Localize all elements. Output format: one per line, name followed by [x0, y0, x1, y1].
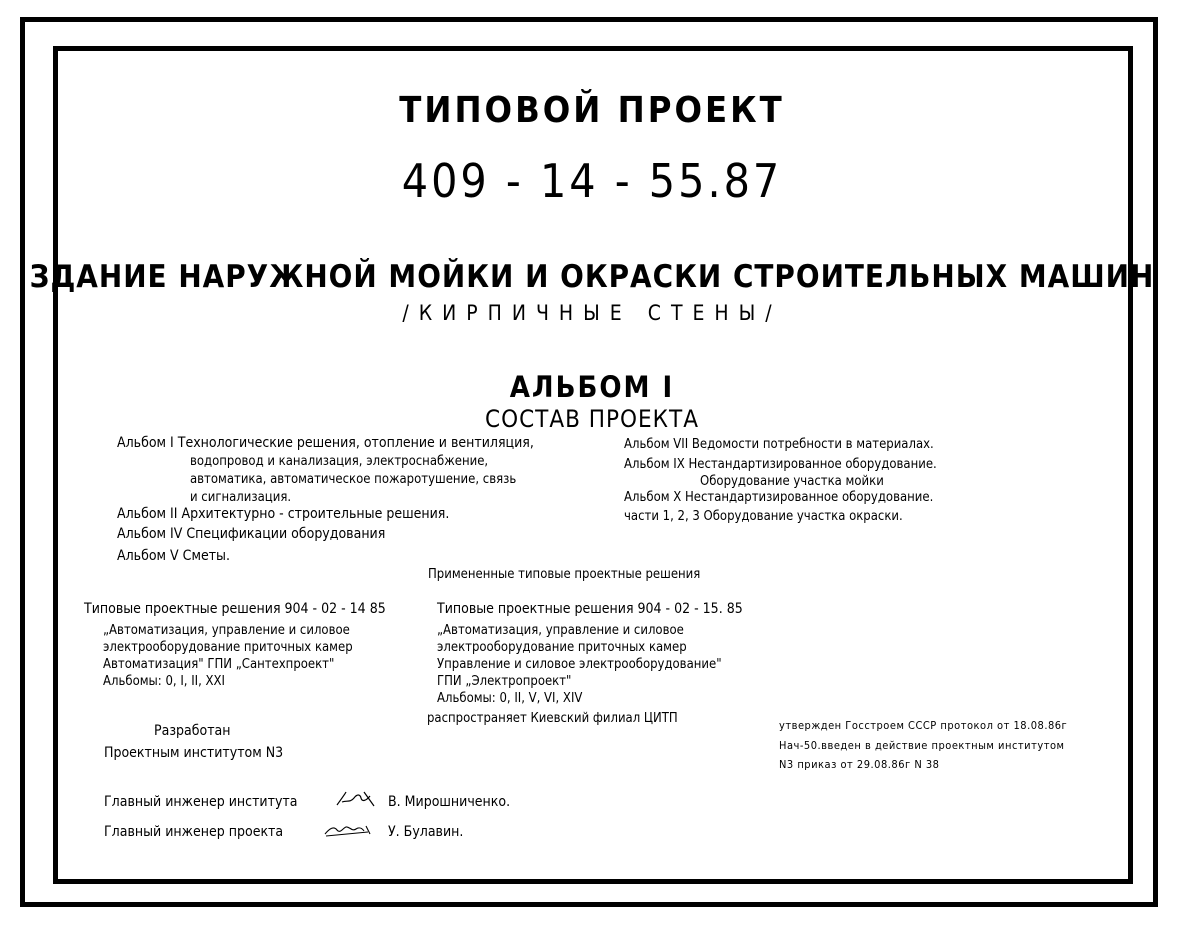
- album-list-line: части 1, 2, 3 Оборудование участка окраски.: [624, 509, 903, 524]
- applied-right-line: Управление и силовое электрооборудование": [437, 657, 722, 672]
- signature-icon: [334, 786, 378, 812]
- applied-left-line: „Автоматизация, управление и силовое: [103, 623, 350, 638]
- applied-left-line: электрооборудование приточных камер: [103, 640, 353, 655]
- album-list-line: автоматика, автоматическое пожаротушение, связь: [190, 472, 517, 487]
- album-list-line: и сигнализация.: [190, 490, 292, 505]
- applied-left-line: Типовые проектные решения 904 - 02 - 14 85: [84, 601, 386, 617]
- walls-subtitle: /КИРПИЧНЫЕ СТЕНЫ/: [402, 301, 782, 325]
- applied-left-line: Автоматизация" ГПИ „Сантехпроект": [103, 657, 335, 672]
- developed-by: Проектным институтом N3: [104, 745, 284, 761]
- album-list-line: Альбом II Архитектурно - строительные решения.: [117, 506, 450, 522]
- document-title: ТИПОВОЙ ПРОЕКТ: [399, 90, 785, 131]
- distributor-note: распространяет Киевский филиал ЦИТП: [427, 711, 678, 726]
- album-list-line: Альбом VII Ведомости потребности в материалах.: [624, 437, 934, 452]
- applied-heading: Примененные типовые проектные решения: [428, 567, 701, 582]
- applied-left-line: Альбомы: 0, I, II, XXI: [103, 674, 225, 689]
- album-list-line: Альбом V Сметы.: [117, 548, 231, 564]
- developed-label: Разработан: [154, 723, 231, 739]
- signature-icon: [322, 818, 374, 840]
- applied-right-line: ГПИ „Электропроект": [437, 674, 572, 689]
- signatory-name: У. Булавин.: [388, 824, 464, 840]
- signatory-role: Главный инженер института: [104, 794, 298, 810]
- album-list-line: Альбом IX Нестандартизированное оборудование.: [624, 457, 937, 472]
- album-list-line: Альбом X Нестандартизированное оборудование.: [624, 490, 934, 505]
- project-number: 409 - 14 - 55.87: [401, 154, 783, 208]
- approval-line: N3 приказ от 29.08.86г N 38: [779, 758, 940, 771]
- album-list-line: водопровод и канализация, электроснабжение,: [190, 454, 489, 469]
- album-heading: АЛЬБОМ I: [509, 370, 675, 404]
- album-list-line: Оборудование участка мойки: [700, 474, 884, 489]
- signatory-name: В. Мирошниченко.: [388, 794, 511, 810]
- approval-line: Нач-50.введен в действие проектным институтом: [779, 739, 1065, 752]
- approval-line: утвержден Госстроем СССР протокол от 18.08.86г: [779, 719, 1068, 732]
- album-list-line: Альбом IV Спецификации оборудования: [117, 526, 386, 542]
- applied-right-line: Типовые проектные решения 904 - 02 - 15. 85: [437, 601, 743, 617]
- composition-heading: СОСТАВ ПРОЕКТА: [485, 405, 699, 433]
- building-name: ЗДАНИЕ НАРУЖНОЙ МОЙКИ И ОКРАСКИ СТРОИТЕЛЬНЫХ МАШИН: [29, 259, 1155, 295]
- applied-right-line: Альбомы: 0, II, V, VI, XIV: [437, 691, 583, 706]
- applied-right-line: электрооборудование приточных камер: [437, 640, 687, 655]
- applied-right-line: „Автоматизация, управление и силовое: [437, 623, 684, 638]
- signatory-role: Главный инженер проекта: [104, 824, 284, 840]
- album-list-line: Альбом I Технологические решения, отопление и вентиляция,: [117, 435, 534, 451]
